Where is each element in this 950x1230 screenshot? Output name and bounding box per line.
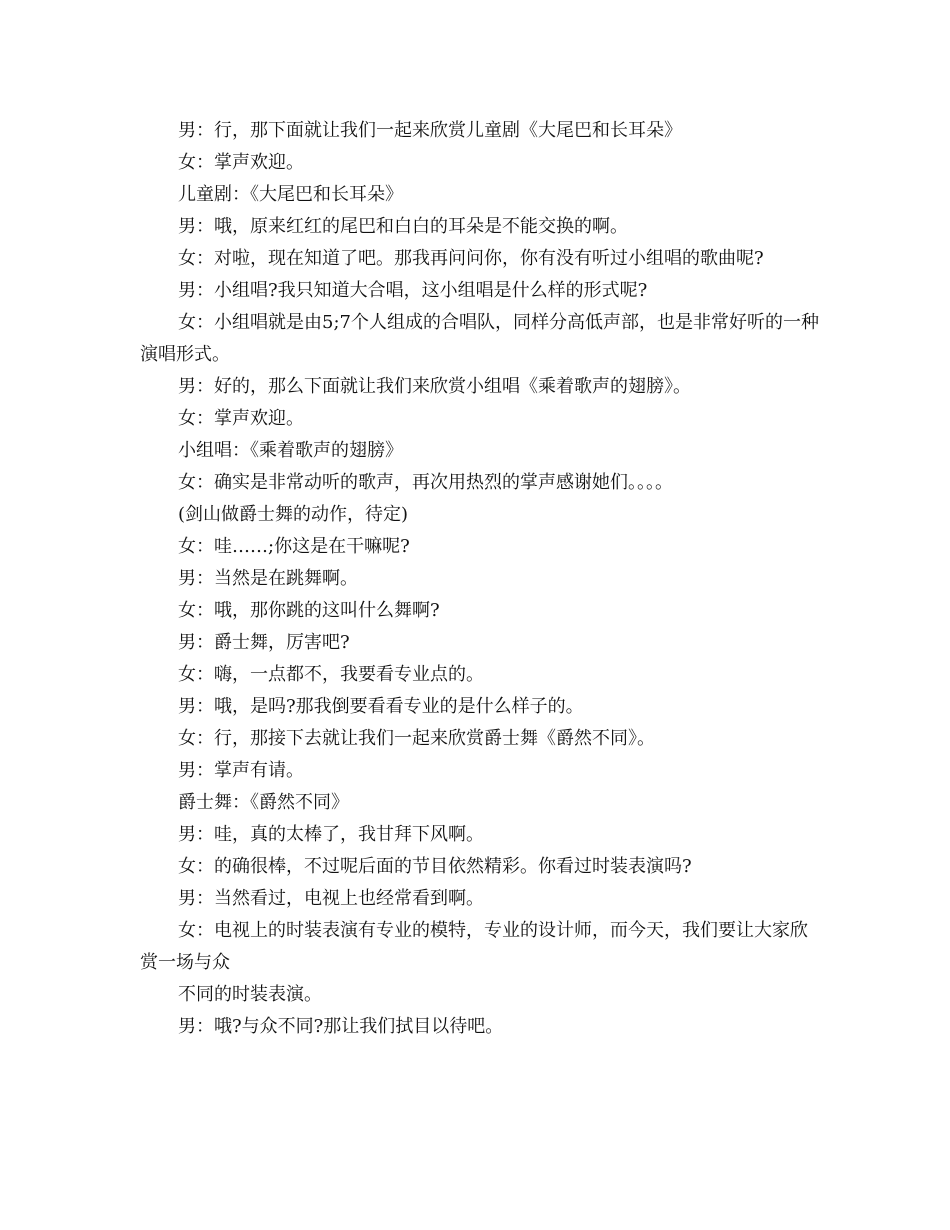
paragraph: 男：哦，是吗?那我倒要看看专业的是什么样子的。	[178, 696, 584, 717]
paragraph: 女：行，那接下去就让我们一起来欣赏爵士舞《爵然不同》。	[178, 728, 655, 749]
paragraph: 男：当然看过，电视上也经常看到啊。	[178, 888, 484, 909]
paragraph: 儿童剧：《大尾巴和长耳朵》	[178, 184, 403, 205]
paragraph: 女：电视上的时装表演有专业的模特，专业的设计师，而今天，我们要让大家欣赏一场与众	[140, 920, 808, 973]
paragraph: 男：行，那下面就让我们一起来欣赏儿童剧《大尾巴和长耳朵》	[178, 120, 682, 141]
paragraph: (剑山做爵士舞的动作，待定)	[178, 504, 409, 525]
paragraph: 不同的时装表演。	[178, 984, 322, 1005]
paragraph: 男：掌声有请。	[178, 760, 304, 781]
paragraph: 女：掌声欢迎。	[178, 152, 304, 173]
paragraph: 女：小组唱就是由5;7个人组成的合唱队，同样分高低声部，也是非常好听的一种演唱形式。	[140, 312, 819, 365]
paragraph: 女：哇……;你这是在干嘛呢?	[178, 536, 410, 557]
paragraph: 小组唱：《乘着歌声的翅膀》	[178, 440, 403, 461]
paragraph: 女：哦，那你跳的这叫什么舞啊?	[178, 600, 440, 621]
paragraph: 男：爵士舞，厉害吧?	[178, 632, 350, 653]
document-body	[140, 115, 820, 1043]
paragraph: 男：好的，那么下面就让我们来欣赏小组唱《乘着歌声的翅膀》。	[178, 376, 691, 397]
paragraph: 男：小组唱?我只知道大合唱，这小组唱是什么样的形式呢?	[178, 280, 648, 301]
paragraph: 男：哇，真的太棒了，我甘拜下风啊。	[178, 824, 484, 845]
paragraph: 男：哦，原来红红的尾巴和白白的耳朵是不能交换的啊。	[178, 216, 628, 237]
paragraph: 男：哦?与众不同?那让我们拭目以待吧。	[178, 1016, 504, 1037]
paragraph: 女：掌声欢迎。	[178, 408, 304, 429]
paragraph: 女：嗨，一点都不，我要看专业点的。	[178, 664, 484, 685]
paragraph: 女：的确很棒，不过呢后面的节目依然精彩。你看过时装表演吗?	[178, 856, 692, 877]
paragraph: 爵士舞：《爵然不同》	[178, 792, 349, 813]
paragraph: 男：当然是在跳舞啊。	[178, 568, 358, 589]
paragraph: 女：确实是非常动听的歌声，再次用热烈的掌声感谢她们。。。。	[178, 472, 673, 493]
paragraph: 女：对啦，现在知道了吧。那我再问问你，你有没有听过小组唱的歌曲呢?	[178, 248, 764, 269]
